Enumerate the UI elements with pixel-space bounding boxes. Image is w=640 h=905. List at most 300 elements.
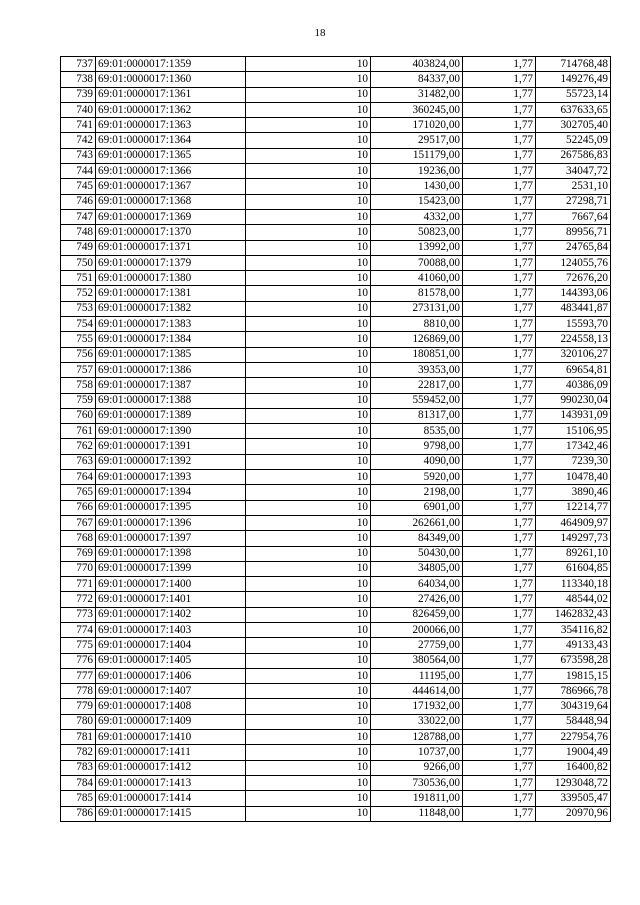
coefficient-cell: 1,77	[463, 179, 536, 194]
rate-cell: 10	[246, 347, 371, 362]
rate-cell: 10	[246, 72, 371, 87]
area-cell: 64034,00	[371, 577, 463, 592]
area-cell: 27759,00	[371, 638, 463, 653]
row-number-cell: 758	[61, 378, 96, 393]
cadastral-number-cell: 69:01:0000017:1386	[96, 362, 246, 377]
amount-cell: 27298,71	[536, 194, 611, 209]
coefficient-cell: 1,77	[463, 470, 536, 485]
table-row	[61, 209, 611, 224]
coefficient-cell: 1,77	[463, 607, 536, 622]
cadastral-number-cell: 69:01:0000017:1394	[96, 485, 246, 500]
row-number-cell: 769	[61, 546, 96, 561]
rate-cell: 10	[246, 638, 371, 653]
area-cell: 81578,00	[371, 286, 463, 301]
cadastral-number-cell: 69:01:0000017:1384	[96, 332, 246, 347]
rate-cell: 10	[246, 714, 371, 729]
amount-cell: 990230,04	[536, 393, 611, 408]
area-cell: 39353,00	[371, 362, 463, 377]
amount-cell: 113340,18	[536, 577, 611, 592]
area-cell: 11848,00	[371, 806, 463, 821]
coefficient-cell: 1,77	[463, 500, 536, 515]
row-number-cell: 752	[61, 286, 96, 301]
row-number-cell: 742	[61, 133, 96, 148]
rate-cell: 10	[246, 424, 371, 439]
table-row	[61, 393, 611, 408]
table-row	[61, 684, 611, 699]
amount-cell: 49133,43	[536, 638, 611, 653]
row-number-cell: 747	[61, 209, 96, 224]
rate-cell: 10	[246, 209, 371, 224]
area-cell: 8535,00	[371, 424, 463, 439]
coefficient-cell: 1,77	[463, 347, 536, 362]
table-row	[61, 730, 611, 745]
rate-cell: 10	[246, 454, 371, 469]
table-row	[61, 194, 611, 209]
table-row	[61, 546, 611, 561]
rate-cell: 10	[246, 87, 371, 102]
area-cell: 200066,00	[371, 622, 463, 637]
table-row	[61, 775, 611, 790]
amount-cell: 17342,46	[536, 439, 611, 454]
table-row	[61, 271, 611, 286]
cadastral-number-cell: 69:01:0000017:1390	[96, 424, 246, 439]
table-row	[61, 699, 611, 714]
area-cell: 33022,00	[371, 714, 463, 729]
coefficient-cell: 1,77	[463, 240, 536, 255]
page-number: 18	[314, 27, 326, 39]
coefficient-cell: 1,77	[463, 209, 536, 224]
row-number-cell: 764	[61, 470, 96, 485]
area-cell: 2198,00	[371, 485, 463, 500]
area-cell: 81317,00	[371, 408, 463, 423]
rate-cell: 10	[246, 271, 371, 286]
amount-cell: 224558,13	[536, 332, 611, 347]
rate-cell: 10	[246, 102, 371, 117]
coefficient-cell: 1,77	[463, 118, 536, 133]
area-cell: 5920,00	[371, 470, 463, 485]
row-number-cell: 763	[61, 454, 96, 469]
coefficient-cell: 1,77	[463, 714, 536, 729]
row-number-cell: 750	[61, 255, 96, 270]
area-cell: 10737,00	[371, 745, 463, 760]
cadastral-number-cell: 69:01:0000017:1379	[96, 255, 246, 270]
row-number-cell: 751	[61, 271, 96, 286]
area-cell: 9798,00	[371, 439, 463, 454]
row-number-cell: 745	[61, 179, 96, 194]
amount-cell: 464909,97	[536, 515, 611, 530]
table-row	[61, 57, 611, 72]
cadastral-number-cell: 69:01:0000017:1409	[96, 714, 246, 729]
area-cell: 19236,00	[371, 164, 463, 179]
coefficient-cell: 1,77	[463, 255, 536, 270]
amount-cell: 69654,81	[536, 362, 611, 377]
table-row	[61, 745, 611, 760]
rate-cell: 10	[246, 592, 371, 607]
rate-cell: 10	[246, 531, 371, 546]
row-number-cell: 757	[61, 362, 96, 377]
table-row	[61, 332, 611, 347]
row-number-cell: 756	[61, 347, 96, 362]
cadastral-number-cell: 69:01:0000017:1365	[96, 148, 246, 163]
table-row	[61, 791, 611, 806]
table-row	[61, 485, 611, 500]
coefficient-cell: 1,77	[463, 286, 536, 301]
area-cell: 41060,00	[371, 271, 463, 286]
cadastral-number-cell: 69:01:0000017:1403	[96, 622, 246, 637]
amount-cell: 20970,96	[536, 806, 611, 821]
coefficient-cell: 1,77	[463, 577, 536, 592]
area-cell: 84349,00	[371, 531, 463, 546]
amount-cell: 89261,10	[536, 546, 611, 561]
cadastral-number-cell: 69:01:0000017:1400	[96, 577, 246, 592]
cadastral-number-cell: 69:01:0000017:1362	[96, 102, 246, 117]
table-row	[61, 102, 611, 117]
cadastral-number-cell: 69:01:0000017:1364	[96, 133, 246, 148]
coefficient-cell: 1,77	[463, 485, 536, 500]
cadastral-number-cell: 69:01:0000017:1370	[96, 225, 246, 240]
rate-cell: 10	[246, 791, 371, 806]
cadastral-number-cell: 69:01:0000017:1408	[96, 699, 246, 714]
table-row	[61, 225, 611, 240]
row-number-cell: 740	[61, 102, 96, 117]
table-row	[61, 653, 611, 668]
area-cell: 380564,00	[371, 653, 463, 668]
table-row	[61, 515, 611, 530]
coefficient-cell: 1,77	[463, 271, 536, 286]
rate-cell: 10	[246, 179, 371, 194]
row-number-cell: 772	[61, 592, 96, 607]
table-row	[61, 439, 611, 454]
amount-cell: 55723,14	[536, 87, 611, 102]
rate-cell: 10	[246, 286, 371, 301]
row-number-cell: 761	[61, 424, 96, 439]
rate-cell: 10	[246, 561, 371, 576]
amount-cell: 714768,48	[536, 57, 611, 72]
cadastral-number-cell: 69:01:0000017:1361	[96, 87, 246, 102]
amount-cell: 149297,73	[536, 531, 611, 546]
rate-cell: 10	[246, 148, 371, 163]
table-row	[61, 133, 611, 148]
rate-cell: 10	[246, 255, 371, 270]
coefficient-cell: 1,77	[463, 622, 536, 637]
coefficient-cell: 1,77	[463, 133, 536, 148]
coefficient-cell: 1,77	[463, 806, 536, 821]
area-cell: 15423,00	[371, 194, 463, 209]
amount-cell: 320106,27	[536, 347, 611, 362]
coefficient-cell: 1,77	[463, 546, 536, 561]
area-cell: 151179,00	[371, 148, 463, 163]
amount-cell: 12214,77	[536, 500, 611, 515]
amount-cell: 339505,47	[536, 791, 611, 806]
area-cell: 730536,00	[371, 775, 463, 790]
amount-cell: 58448,94	[536, 714, 611, 729]
cadastral-number-cell: 69:01:0000017:1411	[96, 745, 246, 760]
amount-cell: 149276,49	[536, 72, 611, 87]
coefficient-cell: 1,77	[463, 362, 536, 377]
cadastral-number-cell: 69:01:0000017:1387	[96, 378, 246, 393]
coefficient-cell: 1,77	[463, 57, 536, 72]
row-number-cell: 746	[61, 194, 96, 209]
cadastral-number-cell: 69:01:0000017:1382	[96, 301, 246, 316]
amount-cell: 19004,49	[536, 745, 611, 760]
row-number-cell: 760	[61, 408, 96, 423]
cadastral-number-cell: 69:01:0000017:1415	[96, 806, 246, 821]
area-cell: 180851,00	[371, 347, 463, 362]
amount-cell: 304319,64	[536, 699, 611, 714]
coefficient-cell: 1,77	[463, 424, 536, 439]
row-number-cell: 739	[61, 87, 96, 102]
cadastral-number-cell: 69:01:0000017:1397	[96, 531, 246, 546]
table-row	[61, 362, 611, 377]
rate-cell: 10	[246, 378, 371, 393]
coefficient-cell: 1,77	[463, 515, 536, 530]
area-cell: 444614,00	[371, 684, 463, 699]
coefficient-cell: 1,77	[463, 301, 536, 316]
area-cell: 1430,00	[371, 179, 463, 194]
cadastral-number-cell: 69:01:0000017:1405	[96, 653, 246, 668]
area-cell: 4332,00	[371, 209, 463, 224]
cadastral-number-cell: 69:01:0000017:1368	[96, 194, 246, 209]
rate-cell: 10	[246, 408, 371, 423]
amount-cell: 19815,15	[536, 668, 611, 683]
row-number-cell: 741	[61, 118, 96, 133]
rate-cell: 10	[246, 684, 371, 699]
row-number-cell: 768	[61, 531, 96, 546]
area-cell: 34805,00	[371, 561, 463, 576]
cadastral-number-cell: 69:01:0000017:1392	[96, 454, 246, 469]
amount-cell: 15106,95	[536, 424, 611, 439]
cadastral-number-cell: 69:01:0000017:1380	[96, 271, 246, 286]
cadastral-number-cell: 69:01:0000017:1412	[96, 760, 246, 775]
area-cell: 84337,00	[371, 72, 463, 87]
row-number-cell: 776	[61, 653, 96, 668]
cadastral-number-cell: 69:01:0000017:1388	[96, 393, 246, 408]
cadastral-number-cell: 69:01:0000017:1402	[96, 607, 246, 622]
rate-cell: 10	[246, 699, 371, 714]
amount-cell: 7667,64	[536, 209, 611, 224]
coefficient-cell: 1,77	[463, 378, 536, 393]
row-number-cell: 783	[61, 760, 96, 775]
table-row	[61, 255, 611, 270]
coefficient-cell: 1,77	[463, 194, 536, 209]
row-number-cell: 737	[61, 57, 96, 72]
row-number-cell: 770	[61, 561, 96, 576]
table-body	[61, 57, 611, 822]
coefficient-cell: 1,77	[463, 148, 536, 163]
table-row	[61, 424, 611, 439]
table-row	[61, 408, 611, 423]
table-row	[61, 561, 611, 576]
table-row	[61, 240, 611, 255]
amount-cell: 10478,40	[536, 470, 611, 485]
area-cell: 273131,00	[371, 301, 463, 316]
coefficient-cell: 1,77	[463, 87, 536, 102]
row-number-cell: 749	[61, 240, 96, 255]
coefficient-cell: 1,77	[463, 791, 536, 806]
row-number-cell: 777	[61, 668, 96, 683]
rate-cell: 10	[246, 118, 371, 133]
area-cell: 4090,00	[371, 454, 463, 469]
row-number-cell: 754	[61, 317, 96, 332]
area-cell: 128788,00	[371, 730, 463, 745]
amount-cell: 3890,46	[536, 485, 611, 500]
amount-cell: 24765,84	[536, 240, 611, 255]
row-number-cell: 781	[61, 730, 96, 745]
row-number-cell: 753	[61, 301, 96, 316]
coefficient-cell: 1,77	[463, 653, 536, 668]
row-number-cell: 780	[61, 714, 96, 729]
area-cell: 31482,00	[371, 87, 463, 102]
cadastral-number-cell: 69:01:0000017:1366	[96, 164, 246, 179]
cadastral-number-cell: 69:01:0000017:1399	[96, 561, 246, 576]
area-cell: 6901,00	[371, 500, 463, 515]
coefficient-cell: 1,77	[463, 439, 536, 454]
amount-cell: 72676,20	[536, 271, 611, 286]
table-row	[61, 592, 611, 607]
table-row	[61, 714, 611, 729]
cadastral-number-cell: 69:01:0000017:1396	[96, 515, 246, 530]
table-row	[61, 577, 611, 592]
amount-cell: 302705,40	[536, 118, 611, 133]
rate-cell: 10	[246, 577, 371, 592]
cadastral-number-cell: 69:01:0000017:1391	[96, 439, 246, 454]
area-cell: 27426,00	[371, 592, 463, 607]
cadastral-table	[60, 56, 611, 822]
table-row	[61, 607, 611, 622]
amount-cell: 1293048,72	[536, 775, 611, 790]
area-cell: 29517,00	[371, 133, 463, 148]
rate-cell: 10	[246, 500, 371, 515]
area-cell: 171020,00	[371, 118, 463, 133]
table-row	[61, 179, 611, 194]
rate-cell: 10	[246, 730, 371, 745]
row-number-cell: 771	[61, 577, 96, 592]
rate-cell: 10	[246, 133, 371, 148]
cadastral-number-cell: 69:01:0000017:1401	[96, 592, 246, 607]
row-number-cell: 779	[61, 699, 96, 714]
row-number-cell: 744	[61, 164, 96, 179]
amount-cell: 1462832,43	[536, 607, 611, 622]
area-cell: 559452,00	[371, 393, 463, 408]
cadastral-number-cell: 69:01:0000017:1389	[96, 408, 246, 423]
rate-cell: 10	[246, 515, 371, 530]
row-number-cell: 775	[61, 638, 96, 653]
table-row	[61, 148, 611, 163]
amount-cell: 15593,70	[536, 317, 611, 332]
coefficient-cell: 1,77	[463, 164, 536, 179]
table-row	[61, 164, 611, 179]
row-number-cell: 762	[61, 439, 96, 454]
amount-cell: 143931,09	[536, 408, 611, 423]
coefficient-cell: 1,77	[463, 332, 536, 347]
cadastral-number-cell: 69:01:0000017:1414	[96, 791, 246, 806]
area-cell: 13992,00	[371, 240, 463, 255]
cadastral-number-cell: 69:01:0000017:1406	[96, 668, 246, 683]
rate-cell: 10	[246, 362, 371, 377]
rate-cell: 10	[246, 57, 371, 72]
area-cell: 70088,00	[371, 255, 463, 270]
area-cell: 11195,00	[371, 668, 463, 683]
rate-cell: 10	[246, 164, 371, 179]
amount-cell: 786966,78	[536, 684, 611, 699]
cadastral-number-cell: 69:01:0000017:1385	[96, 347, 246, 362]
coefficient-cell: 1,77	[463, 72, 536, 87]
table-row	[61, 301, 611, 316]
rate-cell: 10	[246, 607, 371, 622]
coefficient-cell: 1,77	[463, 592, 536, 607]
row-number-cell: 784	[61, 775, 96, 790]
coefficient-cell: 1,77	[463, 699, 536, 714]
area-cell: 262661,00	[371, 515, 463, 530]
coefficient-cell: 1,77	[463, 408, 536, 423]
coefficient-cell: 1,77	[463, 638, 536, 653]
rate-cell: 10	[246, 806, 371, 821]
coefficient-cell: 1,77	[463, 561, 536, 576]
rate-cell: 10	[246, 745, 371, 760]
cadastral-number-cell: 69:01:0000017:1395	[96, 500, 246, 515]
rate-cell: 10	[246, 240, 371, 255]
table-row	[61, 622, 611, 637]
table-row	[61, 378, 611, 393]
row-number-cell: 774	[61, 622, 96, 637]
amount-cell: 40386,09	[536, 378, 611, 393]
coefficient-cell: 1,77	[463, 102, 536, 117]
rate-cell: 10	[246, 760, 371, 775]
area-cell: 8810,00	[371, 317, 463, 332]
coefficient-cell: 1,77	[463, 317, 536, 332]
area-cell: 403824,00	[371, 57, 463, 72]
rate-cell: 10	[246, 622, 371, 637]
row-number-cell: 755	[61, 332, 96, 347]
cadastral-number-cell: 69:01:0000017:1367	[96, 179, 246, 194]
coefficient-cell: 1,77	[463, 225, 536, 240]
rate-cell: 10	[246, 485, 371, 500]
table-row	[61, 286, 611, 301]
table-row	[61, 454, 611, 469]
cadastral-number-cell: 69:01:0000017:1359	[96, 57, 246, 72]
rate-cell: 10	[246, 393, 371, 408]
cadastral-number-cell: 69:01:0000017:1407	[96, 684, 246, 699]
rate-cell: 10	[246, 546, 371, 561]
rate-cell: 10	[246, 225, 371, 240]
table-row	[61, 347, 611, 362]
table-row	[61, 760, 611, 775]
rate-cell: 10	[246, 317, 371, 332]
coefficient-cell: 1,77	[463, 454, 536, 469]
row-number-cell: 748	[61, 225, 96, 240]
table-row	[61, 72, 611, 87]
row-number-cell: 786	[61, 806, 96, 821]
amount-cell: 16400,82	[536, 760, 611, 775]
amount-cell: 48544,02	[536, 592, 611, 607]
row-number-cell: 767	[61, 515, 96, 530]
coefficient-cell: 1,77	[463, 760, 536, 775]
table-row	[61, 87, 611, 102]
cadastral-number-cell: 69:01:0000017:1398	[96, 546, 246, 561]
rate-cell: 10	[246, 470, 371, 485]
coefficient-cell: 1,77	[463, 684, 536, 699]
amount-cell: 483441,87	[536, 301, 611, 316]
table-row	[61, 500, 611, 515]
cadastral-number-cell: 69:01:0000017:1381	[96, 286, 246, 301]
cadastral-number-cell: 69:01:0000017:1360	[96, 72, 246, 87]
row-number-cell: 738	[61, 72, 96, 87]
cadastral-number-cell: 69:01:0000017:1383	[96, 317, 246, 332]
coefficient-cell: 1,77	[463, 393, 536, 408]
table-row	[61, 470, 611, 485]
area-cell: 22817,00	[371, 378, 463, 393]
row-number-cell: 766	[61, 500, 96, 515]
